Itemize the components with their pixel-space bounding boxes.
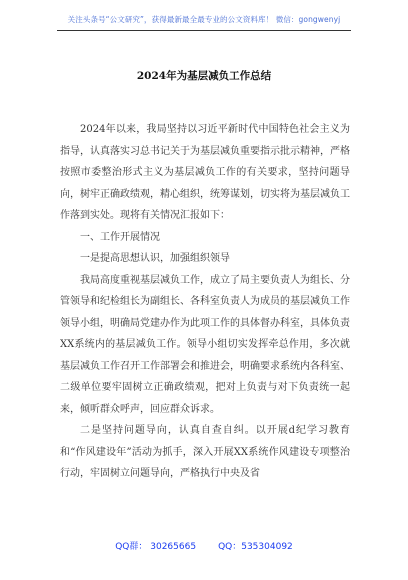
header-banner: 关注头条号“公文研究”，获得最新最全最专业的公文资料库！ 微信：gongwenyj	[67, 15, 341, 24]
header-divider	[57, 30, 351, 31]
document-title: 2024年为基层减负工作总结	[136, 70, 272, 82]
paragraph-body: 我局高度重视基层减负工作，成立了局主要负责人为组长、分管领导和纪检组长为副组长、各科室负责人为成员的基层减负工作领导小组，明确局党建办作为此项工作的具体督办科室，具体负责XX系统内的基层减负工作。领导小组切实发挥牵总作用，多次就基层减负工作召开工作部署会和推进会，明确要求系统内各科室、二级单位要牢固树立正确政绩观，把对上负责与对下负责统一起来，倾听群众呼声，回应群众诉求。	[60, 274, 350, 415]
section-heading: 一、工作开展情况	[80, 231, 160, 243]
footer-qq: QQ：535304092	[218, 542, 293, 552]
footer-qq-group: QQ群： 30265665	[115, 542, 197, 552]
paragraph-body: 二是坚持问题导向，认真自查自纠。以开展d纪学习教育和“作风建设年”活动为抓手，深入开展XX系统作风建设专项整治行动，牢固树立问题导向，严格执行中央及省	[60, 425, 350, 479]
document-body	[60, 119, 350, 485]
paragraph-intro: 2024年以来，我局坚持以习近平新时代中国特色社会主义为指导，认真落实习总书记关于为基层减负重要指示批示精神，严格按照市委整治形式主义为基层减负工作的有关要求，坚持问题导向，树牢正确政绩观，精心组织，统筹谋划，切实将为基层减负工作落到实处。现将有关情况汇报如下：	[60, 124, 350, 221]
footer-contact	[0, 539, 408, 552]
subsection-heading: 一是提高思想认识，加强组织领导	[80, 253, 230, 264]
